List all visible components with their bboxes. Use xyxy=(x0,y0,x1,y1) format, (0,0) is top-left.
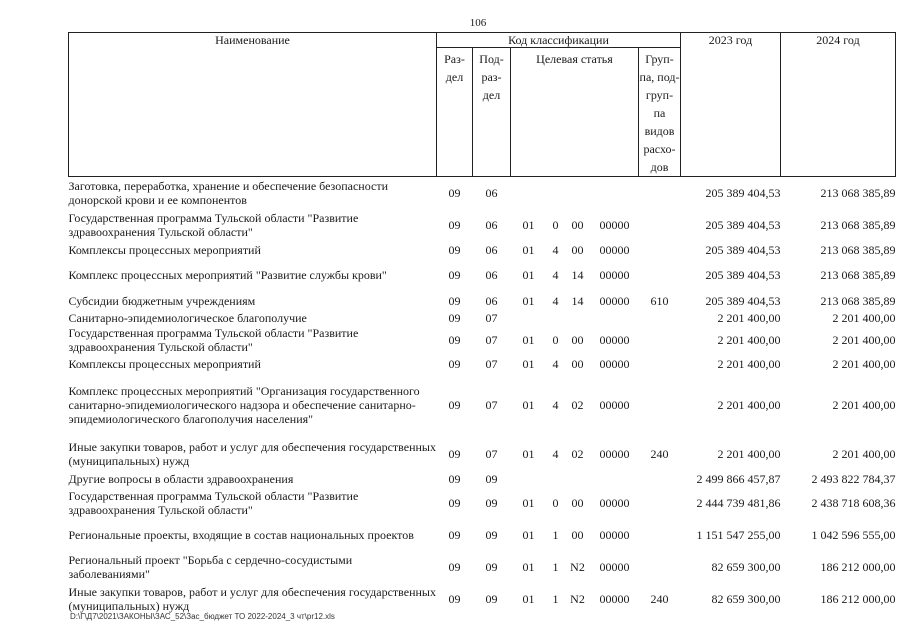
row-subsection: 07 xyxy=(485,332,498,347)
row-amount-2023: 205 389 404,53 xyxy=(705,293,781,308)
row-subsection: 09 xyxy=(485,527,498,542)
row-subsection: 09 xyxy=(485,495,498,510)
row-name: Другие вопросы в области здравоохранения xyxy=(68,471,294,486)
row-name: Региональные проекты, входящие в состав национальных проектов xyxy=(68,527,414,542)
row-name: Заготовка, переработка, хранение и обеспечение безопасности донорской крови и ее компонентов xyxy=(68,178,389,207)
row-expense-group xyxy=(639,551,681,583)
row-target-subprogram: 14 xyxy=(571,293,584,308)
row-expense-group: 240 xyxy=(650,591,669,606)
budget-table xyxy=(68,32,896,615)
row-name: Иные закупки товаров, работ и услуг для обеспечения государственных (муниципальных) нужд xyxy=(68,584,436,613)
row-name: Региональный проект "Борьба с сердечно-сосудистыми заболеваниями" xyxy=(68,552,353,581)
row-target-type: 1 xyxy=(552,591,559,606)
row-expense-group xyxy=(639,373,681,437)
row-amount-2024: 2 201 400,00 xyxy=(832,310,896,325)
table-row xyxy=(69,241,896,259)
header-expense-group: Груп- па, под- груп- па видов расхо- дов xyxy=(639,48,681,177)
row-target-type xyxy=(547,311,565,325)
row-target-type: 4 xyxy=(552,242,559,257)
table-row xyxy=(69,291,896,311)
row-expense-group xyxy=(639,355,681,373)
row-section: 09 xyxy=(448,217,461,232)
row-amount-2023: 205 389 404,53 xyxy=(705,267,781,282)
table-row xyxy=(69,437,896,471)
row-amount-2024: 2 201 400,00 xyxy=(832,332,896,347)
row-target-type: 4 xyxy=(552,356,559,371)
row-amount-2024: 213 068 385,89 xyxy=(820,217,896,232)
header-section: Раз- дел xyxy=(437,48,473,177)
row-section: 09 xyxy=(448,495,461,510)
row-target-direction: 00000 xyxy=(599,267,630,282)
row-expense-group xyxy=(639,311,681,325)
table-row xyxy=(69,311,896,325)
file-path-footer: D:\Г\Д7\2021\ЗАКОНЫ\ЗАС_52\Зас_бюджет ТО 2022-2024_3 чт\pr12.xls xyxy=(70,612,335,621)
row-section: 09 xyxy=(448,332,461,347)
row-amount-2024: 2 201 400,00 xyxy=(832,356,896,371)
header-classification: Код классификации xyxy=(437,33,681,48)
row-amount-2024: 213 068 385,89 xyxy=(820,293,896,308)
row-amount-2023: 82 659 300,00 xyxy=(711,559,781,574)
row-target-type xyxy=(547,471,565,487)
row-subsection: 07 xyxy=(485,356,498,371)
row-target-direction xyxy=(591,471,639,487)
row-expense-group xyxy=(639,487,681,519)
row-section: 09 xyxy=(448,267,461,282)
row-target-type: 1 xyxy=(552,559,559,574)
row-target-program: 01 xyxy=(522,332,535,347)
row-target-direction: 00000 xyxy=(599,559,630,574)
row-amount-2024: 186 212 000,00 xyxy=(820,591,896,606)
row-expense-group xyxy=(639,177,681,209)
row-section: 09 xyxy=(448,591,461,606)
row-amount-2024: 186 212 000,00 xyxy=(820,559,896,574)
row-target-subprogram: 00 xyxy=(571,332,584,347)
page-number: 106 xyxy=(469,17,487,29)
header-target-article: Целевая статья xyxy=(511,48,639,177)
row-target-program: 01 xyxy=(522,527,535,542)
table-row xyxy=(69,355,896,373)
row-expense-group xyxy=(639,519,681,551)
row-target-program: 01 xyxy=(522,559,535,574)
row-target-direction: 00000 xyxy=(599,397,630,412)
header-year-2023: 2023 год xyxy=(681,33,781,177)
row-section: 09 xyxy=(448,185,461,200)
row-target-type: 4 xyxy=(552,446,559,461)
row-target-subprogram xyxy=(565,471,591,487)
row-amount-2023: 2 201 400,00 xyxy=(717,310,781,325)
row-section: 09 xyxy=(448,310,461,325)
row-name: Государственная программа Тульской области "Развитие здравоохранения Тульской области" xyxy=(68,325,359,354)
row-expense-group xyxy=(639,241,681,259)
row-name: Комплекс процессных мероприятий "Развитие службы крови" xyxy=(68,267,387,282)
row-amount-2023: 2 201 400,00 xyxy=(717,356,781,371)
row-target-program: 01 xyxy=(522,446,535,461)
header-name: Наименование xyxy=(69,33,437,177)
row-target-direction xyxy=(591,177,639,209)
table-row xyxy=(69,209,896,241)
row-amount-2024: 213 068 385,89 xyxy=(820,242,896,257)
row-subsection: 06 xyxy=(485,267,498,282)
row-name: Государственная программа Тульской области "Развитие здравоохранения Тульской области" xyxy=(68,210,359,239)
row-target-program: 01 xyxy=(522,242,535,257)
row-subsection: 06 xyxy=(485,185,498,200)
row-target-subprogram xyxy=(565,177,591,209)
row-target-program: 01 xyxy=(522,356,535,371)
row-name: Иные закупки товаров, работ и услуг для обеспечения государственных (муниципальных) нужд xyxy=(68,439,436,468)
table-header xyxy=(69,33,896,177)
row-target-subprogram xyxy=(565,311,591,325)
row-expense-group xyxy=(639,471,681,487)
row-target-program: 01 xyxy=(522,293,535,308)
row-target-subprogram: N2 xyxy=(570,559,585,574)
row-amount-2023: 82 659 300,00 xyxy=(711,591,781,606)
row-target-program xyxy=(511,177,547,209)
row-amount-2024: 2 438 718 608,36 xyxy=(811,495,896,510)
table-row xyxy=(69,259,896,291)
row-amount-2024: 2 201 400,00 xyxy=(832,397,896,412)
row-name: Комплексы процессных мероприятий xyxy=(68,242,261,257)
row-target-type: 0 xyxy=(552,495,559,510)
row-subsection: 07 xyxy=(485,310,498,325)
table-row xyxy=(69,177,896,209)
row-target-program: 01 xyxy=(522,591,535,606)
row-target-subprogram: 00 xyxy=(571,217,584,232)
row-expense-group xyxy=(639,325,681,355)
row-target-program: 01 xyxy=(522,267,535,282)
row-section: 09 xyxy=(448,446,461,461)
row-subsection: 06 xyxy=(485,293,498,308)
row-target-direction: 00000 xyxy=(599,527,630,542)
table-row xyxy=(69,551,896,583)
row-target-subprogram: 00 xyxy=(571,527,584,542)
row-target-direction: 00000 xyxy=(599,591,630,606)
row-amount-2024: 1 042 596 555,00 xyxy=(811,527,896,542)
row-amount-2023: 2 499 866 457,87 xyxy=(696,471,781,486)
header-year-2024: 2024 год xyxy=(781,33,896,177)
row-expense-group xyxy=(639,259,681,291)
row-target-type: 0 xyxy=(552,217,559,232)
row-subsection: 06 xyxy=(485,242,498,257)
row-name: Субсидии бюджетным учреждениям xyxy=(68,293,256,308)
table-row xyxy=(69,519,896,551)
row-target-program: 01 xyxy=(522,217,535,232)
row-amount-2023: 2 201 400,00 xyxy=(717,397,781,412)
row-target-direction: 00000 xyxy=(599,446,630,461)
row-section: 09 xyxy=(448,356,461,371)
row-subsection: 09 xyxy=(485,591,498,606)
row-target-subprogram: 14 xyxy=(571,267,584,282)
row-name: Государственная программа Тульской области "Развитие здравоохранения Тульской области" xyxy=(68,488,359,517)
row-target-subprogram: 02 xyxy=(571,397,584,412)
row-section: 09 xyxy=(448,293,461,308)
row-amount-2023: 2 201 400,00 xyxy=(717,332,781,347)
row-subsection: 07 xyxy=(485,397,498,412)
row-amount-2023: 205 389 404,53 xyxy=(705,217,781,232)
row-amount-2024: 2 493 822 784,37 xyxy=(811,471,896,486)
row-name: Комплексы процессных мероприятий xyxy=(68,356,261,371)
table-row xyxy=(69,487,896,519)
row-subsection: 09 xyxy=(485,471,498,486)
row-target-type: 4 xyxy=(552,397,559,412)
row-amount-2024: 2 201 400,00 xyxy=(832,446,896,461)
row-target-subprogram: N2 xyxy=(570,591,585,606)
row-target-type: 4 xyxy=(552,267,559,282)
row-section: 09 xyxy=(448,242,461,257)
row-target-subprogram: 00 xyxy=(571,495,584,510)
row-target-program: 01 xyxy=(522,397,535,412)
row-subsection: 07 xyxy=(485,446,498,461)
row-target-type xyxy=(547,177,565,209)
row-section: 09 xyxy=(448,397,461,412)
row-target-direction: 00000 xyxy=(599,356,630,371)
header-subsection: Под- раз- дел xyxy=(473,48,511,177)
row-expense-group: 240 xyxy=(650,446,669,461)
row-expense-group xyxy=(639,209,681,241)
row-target-program xyxy=(511,311,547,325)
row-target-direction: 00000 xyxy=(599,495,630,510)
row-amount-2023: 2 201 400,00 xyxy=(717,446,781,461)
row-section: 09 xyxy=(448,527,461,542)
row-target-type: 4 xyxy=(552,293,559,308)
table-row xyxy=(69,325,896,355)
table-row xyxy=(69,373,896,437)
row-subsection: 06 xyxy=(485,217,498,232)
row-target-program xyxy=(511,471,547,487)
row-name: Комплекс процессных мероприятий "Организация государственного санитарно-эпидемиологического надзора и обеспечение санитарно-эпидемиологического благополучия населения" xyxy=(68,383,420,426)
row-amount-2024: 213 068 385,89 xyxy=(820,267,896,282)
row-target-direction: 00000 xyxy=(599,242,630,257)
row-target-type: 0 xyxy=(552,332,559,347)
row-amount-2023: 205 389 404,53 xyxy=(705,242,781,257)
table-body xyxy=(69,177,896,615)
row-target-type: 1 xyxy=(552,527,559,542)
row-name: Санитарно-эпидемиологическое благополучие xyxy=(68,310,307,325)
row-amount-2023: 1 151 547 255,00 xyxy=(696,527,781,542)
row-section: 09 xyxy=(448,471,461,486)
row-target-direction: 00000 xyxy=(599,217,630,232)
row-target-subprogram: 00 xyxy=(571,242,584,257)
row-amount-2023: 205 389 404,53 xyxy=(705,185,781,200)
row-subsection: 09 xyxy=(485,559,498,574)
row-target-direction: 00000 xyxy=(599,332,630,347)
table-row xyxy=(69,471,896,487)
row-amount-2023: 2 444 739 481,86 xyxy=(696,495,781,510)
row-amount-2024: 213 068 385,89 xyxy=(820,185,896,200)
row-target-program: 01 xyxy=(522,495,535,510)
row-target-direction xyxy=(591,311,639,325)
row-section: 09 xyxy=(448,559,461,574)
row-target-subprogram: 02 xyxy=(571,446,584,461)
row-expense-group: 610 xyxy=(650,293,669,308)
row-target-direction: 00000 xyxy=(599,293,630,308)
table-row xyxy=(69,583,896,615)
row-target-subprogram: 00 xyxy=(571,356,584,371)
